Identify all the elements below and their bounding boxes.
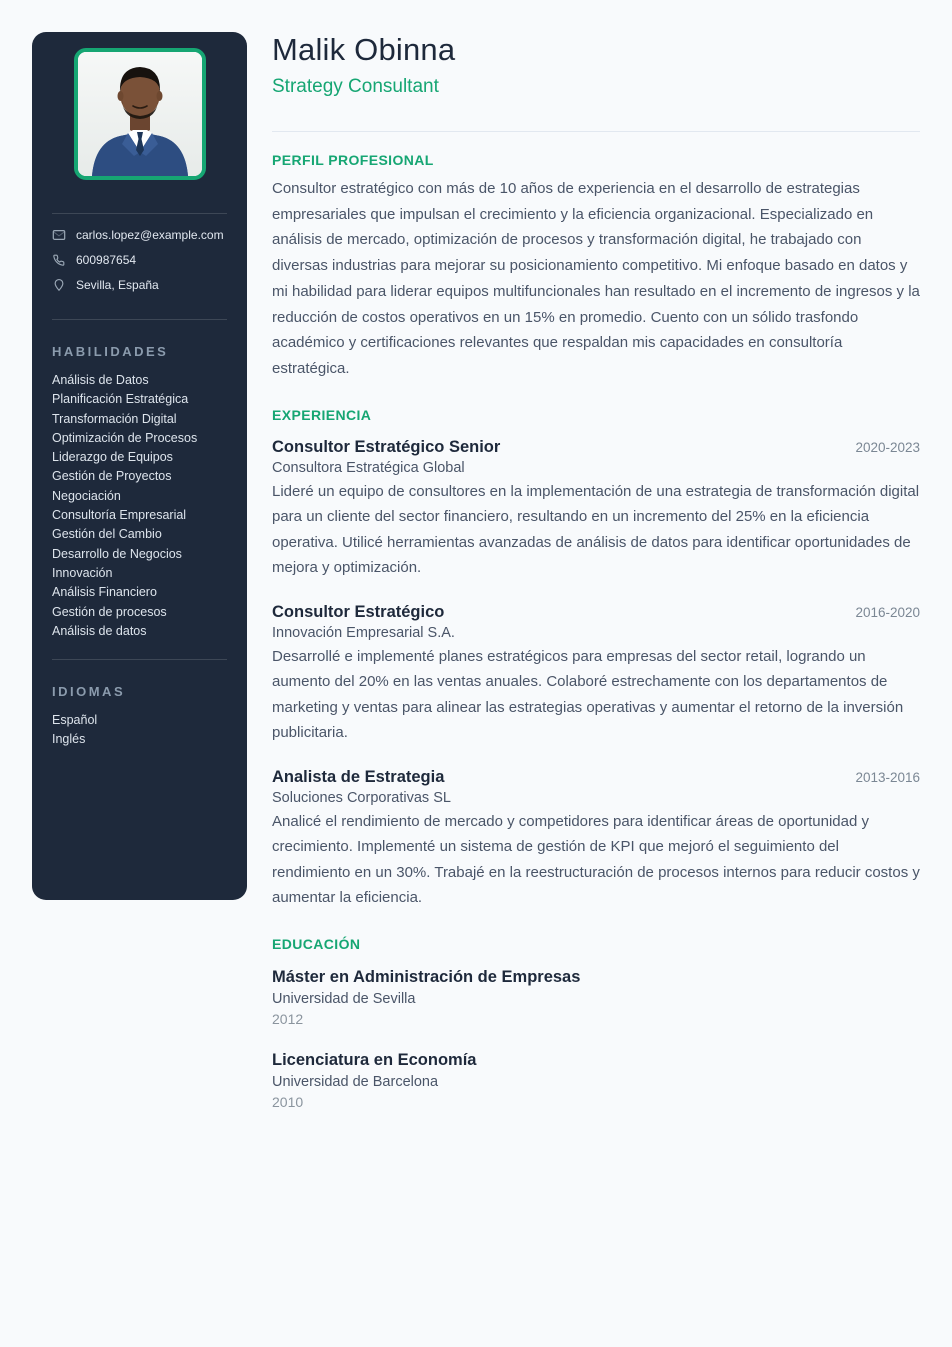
skill-item: Análisis de Datos	[52, 373, 149, 387]
skill-item: Liderazgo de Equipos	[52, 450, 173, 465]
skill-item: Análisis Financiero	[52, 585, 157, 600]
skills-section-title: HABILIDADES	[52, 344, 169, 359]
job-company: Innovación Empresarial S.A.	[272, 624, 455, 641]
phone-text: 600987654	[76, 252, 137, 267]
school-name: Universidad de Barcelona	[272, 1073, 439, 1090]
language-item: Inglés	[52, 732, 86, 747]
email-text: carlos.lopez@example.com	[76, 227, 224, 242]
education-entry	[272, 1050, 920, 1111]
languages-section-title: IDIOMAS	[52, 684, 126, 700]
phone-icon	[52, 253, 66, 267]
skills-list	[52, 371, 227, 641]
skill-item: Consultoría Empresarial	[52, 508, 187, 523]
job-title: Consultor Estratégico	[272, 602, 445, 621]
skill-item: Análisis de datos	[52, 623, 147, 638]
skill-item: Innovación	[52, 565, 113, 580]
contact-phone	[52, 253, 227, 267]
job-dates: 2013-2016	[855, 769, 920, 785]
email-icon	[52, 228, 66, 242]
location-pin-icon	[52, 278, 66, 292]
skill-item: Optimización de Procesos	[52, 430, 198, 445]
profile-summary: Consultor estratégico con más de 10 años de experiencia en el desarrollo de estrategias empresariales que impulsan el crecimiento y la eficiencia organizacional. Especializado en análisis de mercado, optimización de procesos y transformación digital, he trabajado con diversas industrias para mejorar su posicionamiento competitivo. Mi enfoque basado en datos y mi habilidad para liderar equipos multifuncionales han resultado en el incremento de ingresos y la reducción de costos operativos en un 15% en promedio. Cuento con un sólido trasfondo académico y certificaciones relevantes que respaldan mis capacidades en consultoría estratégica.	[272, 180, 920, 377]
language-item: Español	[52, 713, 98, 728]
skill-item: Planificación Estratégica	[52, 392, 189, 407]
contact-info	[52, 228, 227, 292]
experience-entry	[272, 767, 920, 911]
job-company: Consultora Estratégica Global	[272, 459, 465, 476]
skill-item: Gestión del Cambio	[52, 527, 162, 542]
contact-location	[52, 278, 227, 292]
skill-item: Transformación Digital	[52, 411, 177, 426]
degree-title: Máster en Administración de Empresas	[272, 967, 581, 986]
job-dates: 2016-2020	[855, 604, 920, 620]
job-description: Desarrollé e implementé planes estratégicos para empresas del sector retail, logrando un aumento del 20% en las ventas anuales. Colaboré estrechamente con los departamentos de marketing y ventas para alinear las estrategias operativas y aumentar el retorno de la inversión publicitaria.	[272, 647, 904, 742]
sidebar-divider	[52, 319, 227, 320]
job-description: Analicé el rendimiento de mercado y competidores para identificar áreas de oportunidad y crecimiento. Implementé un sistema de gestión de KPI que mejoró el seguimiento del rendimiento en un 30%. Trabajé en la reestructuración de procesos internos para reducir costos y aumentar la eficiencia.	[272, 812, 920, 907]
sidebar-divider	[52, 659, 227, 660]
graduation-year: 2010	[272, 1093, 304, 1110]
job-dates: 2020-2023	[855, 439, 920, 455]
profile-section-heading: PERFIL PROFESIONAL	[272, 152, 434, 168]
experience-entry	[272, 437, 920, 581]
person-name: Malik Obinna	[272, 32, 456, 67]
location-text: Sevilla, España	[76, 277, 159, 292]
resume-main	[272, 33, 920, 1111]
graduation-year: 2012	[272, 1010, 304, 1027]
school-name: Universidad de Sevilla	[272, 990, 416, 1007]
languages-list	[52, 711, 227, 750]
education-section-heading: EDUCACIÓN	[272, 935, 361, 952]
header-divider	[272, 131, 920, 132]
skill-item: Gestión de Proyectos	[52, 469, 172, 484]
education-entry	[272, 967, 920, 1028]
contact-email	[52, 228, 227, 242]
skill-item: Negociación	[52, 488, 121, 503]
job-description: Lideré un equipo de consultores en la implementación de una estrategia de transformación digital para un cliente del sector financiero, resultando en un incremento del 25% en la eficiencia operativa. Utilicé herramientas avanzadas de análisis de datos para identificar oportunidades de mejora y optimización.	[272, 482, 920, 577]
job-company: Soluciones Corporativas SL	[272, 789, 451, 806]
profile-photo-illustration	[78, 52, 202, 176]
job-title: Analista de Estrategia	[272, 767, 445, 786]
job-title: Consultor Estratégico Senior	[272, 437, 501, 456]
skill-item: Gestión de procesos	[52, 604, 167, 619]
resume-sidebar	[32, 32, 247, 900]
experience-entry	[272, 602, 920, 746]
skill-item: Desarrollo de Negocios	[52, 546, 182, 561]
profile-photo	[74, 48, 206, 180]
experience-section-heading: EXPERIENCIA	[272, 406, 372, 423]
person-job-title: Strategy Consultant	[272, 76, 439, 97]
sidebar-divider	[52, 213, 227, 214]
degree-title: Licenciatura en Economía	[272, 1050, 477, 1069]
